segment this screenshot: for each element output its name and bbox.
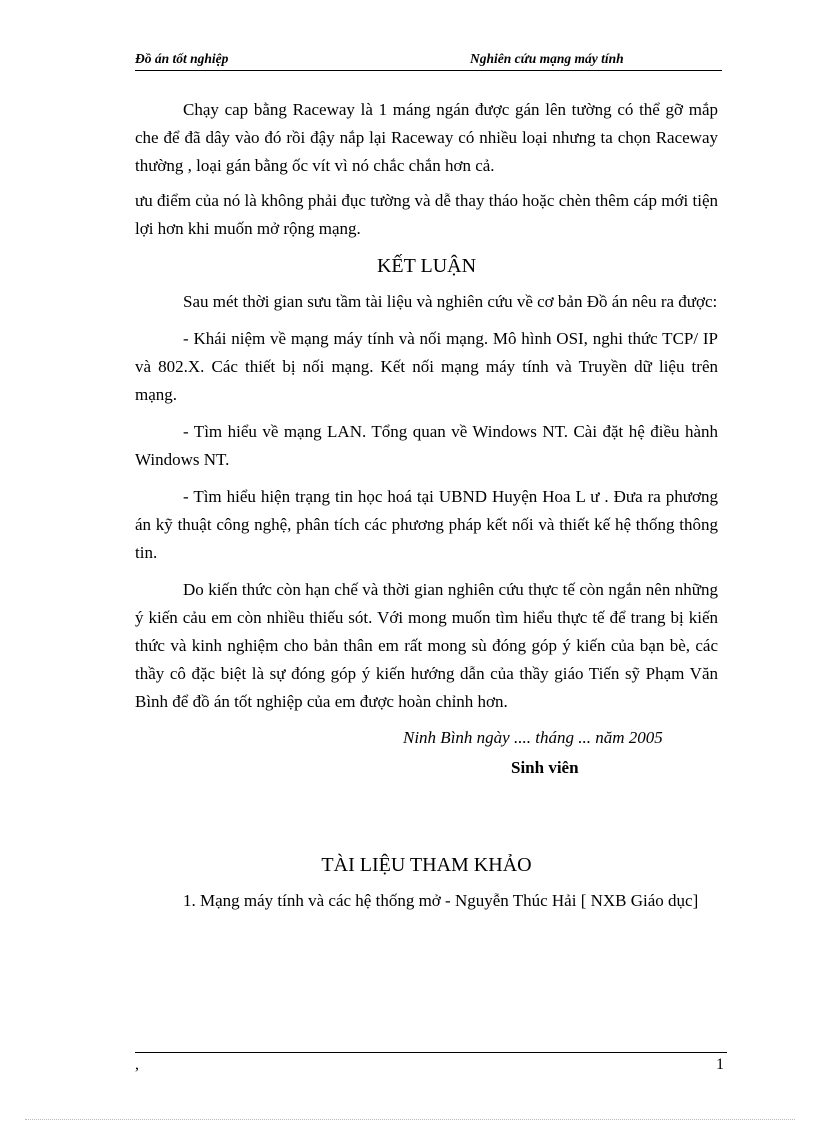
paragraph-summary-intro: Sau mét thời gian sưu tầm tài liệu và nghiên cứu về cơ bản Đồ án nêu ra được: bbox=[183, 292, 718, 311]
summary-item-3: - Tìm hiểu hiện trạng tin học hoá tại UBND Huyện Hoa L ư . Đưa ra phương án kỹ thuật công nghệ, phân tích các phương pháp kết nối và thiết kế hệ thống thông tin. bbox=[135, 487, 718, 562]
header-document-topic: Nghiên cứu mạng máy tính bbox=[470, 51, 624, 66]
signature-place-date: Ninh Bình ngày .... tháng ... năm 2005 bbox=[403, 728, 663, 747]
reference-item-1: 1. Mạng máy tính và các hệ thống mở - Nguyễn Thúc Hải [ NXB Giáo dục] bbox=[183, 891, 699, 910]
footer-divider bbox=[135, 1052, 727, 1053]
heading-tai-lieu-tham-khao: TÀI LIỆU THAM KHẢO bbox=[321, 854, 532, 876]
summary-item-1: - Khái niệm về mạng máy tính và nối mạng. Mô hình OSI, nghi thức TCP/ IP và 802.X. Các thiết bị nối mạng. Kết nối mạng máy tính và Truyền dữ liệu trên mạng. bbox=[135, 329, 718, 404]
page-body bbox=[135, 96, 718, 915]
signature-label: Sinh viên bbox=[511, 758, 579, 777]
paragraph-closing: Do kiến thức còn hạn chế và thời gian nghiên cứu thực tế còn ngắn nên những ý kiến cảu em còn nhiều thiếu sót. Với mong muốn tìm hiểu thực tế để trang bị kiến thức và kinh nghiệm cho bản thân em rất mong sù đóng góp ý kiến của bạn bè, các thầy cô đặc biệt là sự đóng góp ý kiến hướng dẫn của thầy giáo Tiến sỹ Phạm Văn Bình để đồ án tốt nghiệp của em được hoàn chỉnh hơn. bbox=[135, 580, 718, 711]
footer-mark: , bbox=[135, 1056, 139, 1073]
paragraph-advantage: ưu điểm của nó là không phải đục tường và dễ thay tháo hoặc chèn thêm cáp mới tiện lợi hơn khi muốn mở rộng mạng. bbox=[135, 191, 718, 238]
page-number: 1 bbox=[716, 1056, 724, 1073]
summary-item-2: - Tìm hiểu về mạng LAN. Tổng quan về Windows NT. Cài đặt hệ điều hành Windows NT. bbox=[135, 422, 718, 469]
page-bottom-edge bbox=[25, 1119, 795, 1120]
paragraph-raceway: Chạy cap bằng Raceway là 1 máng ngán được gán lên tường có thể gỡ mắp che để đã dây vào đó rồi đậy nắp lại Raceway có nhiều loại nhưng ta chọn Raceway thường , loại gán bằng ốc vít vì nó chắc chắn hơn cả. bbox=[135, 100, 718, 175]
header-document-type: Đồ án tốt nghiệp bbox=[135, 51, 229, 66]
page-header bbox=[135, 50, 722, 71]
heading-ket-luan: KẾT LUẬN bbox=[376, 255, 477, 277]
